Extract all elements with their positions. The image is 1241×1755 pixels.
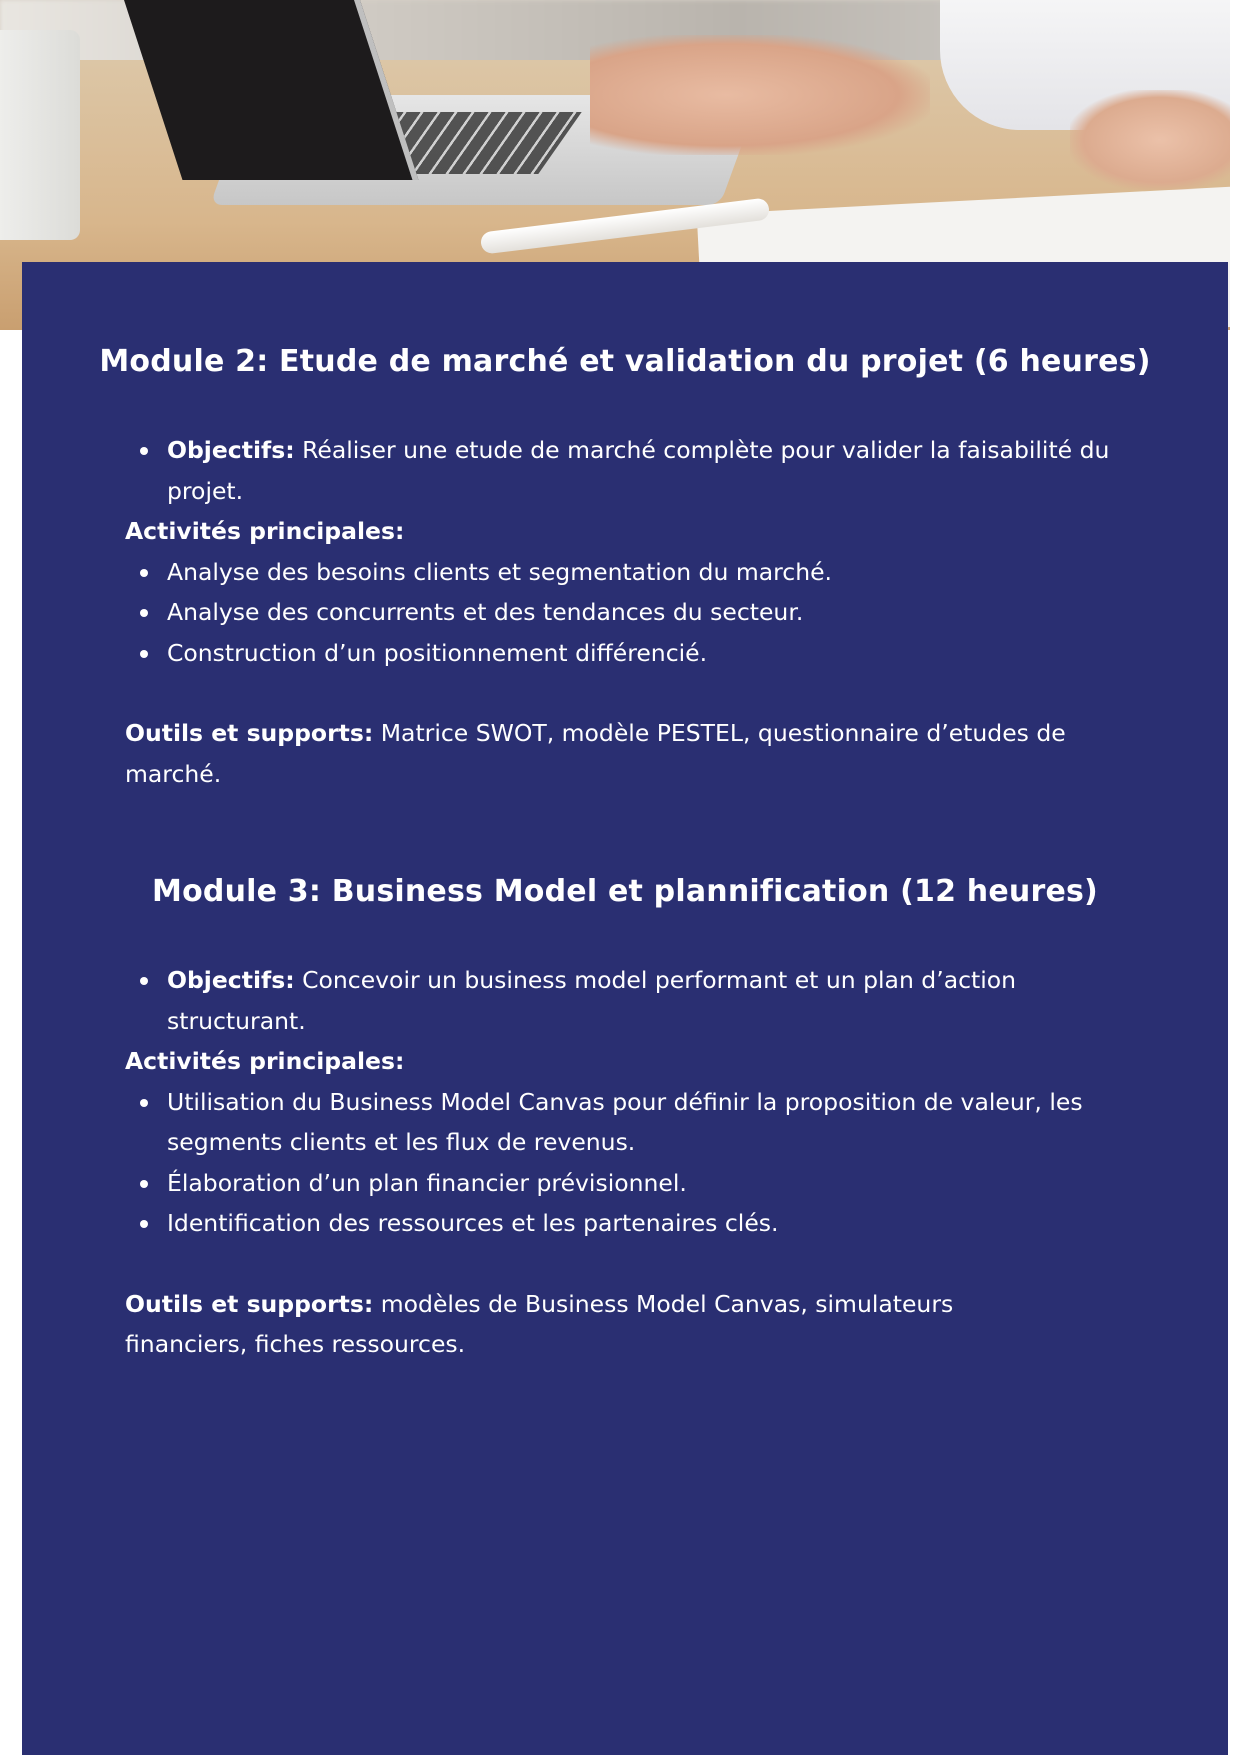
objectives-text: Réaliser une etude de marché complète pour valider la faisabilité du projet. — [167, 436, 1110, 505]
activity-text: Analyse des besoins clients et segmentation du marché. — [167, 557, 833, 586]
activity-item — [125, 1163, 1125, 1204]
bullet-icon — [140, 609, 148, 617]
activities-label: Activités principales: — [125, 517, 405, 545]
tools-label: Outils et supports: — [125, 1289, 374, 1318]
tools-text: Matrice SWOT, modèle PESTEL, questionnaire d’etudes de marché. — [125, 719, 1066, 788]
activity-text: Identification des ressources et les partenaires clés. — [167, 1209, 779, 1237]
tools-text: modèles de Business Model Canvas, simulateurs financiers, fiches ressources. — [125, 1289, 954, 1358]
activity-text: Utilisation du Business Model Canvas pour définir la proposition de valeur, les segments clients et les flux de revenus. — [167, 1087, 1083, 1156]
bullet-icon — [140, 650, 148, 658]
content-panel — [22, 262, 1228, 1755]
photo-hand — [590, 35, 930, 155]
module-2-title: Module 2: Etude de marché et validation du projet (6 heures) — [99, 344, 1151, 379]
activity-item — [125, 1203, 1125, 1244]
bullet-icon — [140, 977, 148, 985]
bullet-icon — [140, 1180, 148, 1188]
activity-item — [125, 592, 1125, 633]
objectives-label: Objectifs: — [167, 436, 295, 464]
tools-label: Outils et supports: — [125, 719, 374, 747]
objectives-text: Concevoir un business model performant et un plan d’action structurant. — [167, 966, 1017, 1035]
module-2-body — [125, 430, 1125, 794]
activities-label: Activités principales: — [125, 1047, 405, 1075]
activity-text: Élaboration d’un plan financier prévisionnel. — [167, 1168, 687, 1197]
activity-item — [125, 552, 1125, 593]
bullet-icon — [140, 1099, 148, 1107]
module-3-tools — [125, 1284, 1125, 1365]
module-3-objectives — [125, 960, 1125, 1041]
module-2-tools — [125, 713, 1125, 794]
activity-text: Analyse des concurrents et des tendances du secteur. — [167, 598, 804, 626]
bullet-icon — [140, 1220, 148, 1228]
module-3-body — [125, 960, 1125, 1365]
activity-text: Construction d’un positionnement différencié. — [167, 638, 708, 667]
activity-item — [125, 1082, 1125, 1163]
module-2-objectives — [125, 430, 1125, 511]
photo-mug — [0, 30, 80, 240]
objectives-label: Objectifs: — [167, 966, 295, 994]
activity-item — [125, 633, 1125, 674]
photo-hand-2 — [1070, 90, 1230, 190]
bullet-icon — [140, 447, 148, 455]
module-3-title: Module 3: Business Model et plannification (12 heures) — [152, 874, 1098, 909]
bullet-icon — [140, 569, 148, 577]
